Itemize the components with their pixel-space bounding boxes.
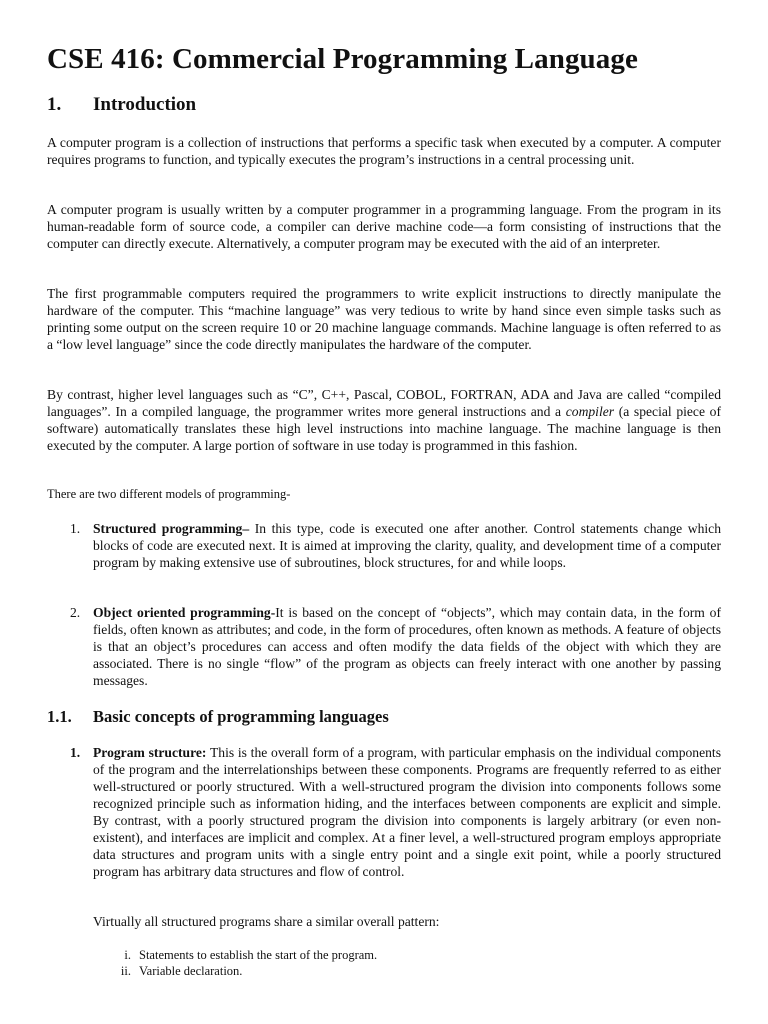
section-heading-basic-concepts [47, 708, 389, 726]
roman-marker: ii. [120, 964, 131, 978]
paragraph-2: A computer program is usually written by a computer programmer in a programming language. From the program in its human-readable form of source code, a compiler can derive machine code—a form consisting of instructions that the computer can directly execute. Alternatively, a computer program may be executed with the aid of an interpreter. [47, 202, 721, 251]
pattern-intro: Virtually all structured programs share a similar overall pattern: [93, 914, 440, 929]
paragraph-5: There are two different models of programming- [47, 487, 291, 501]
list-term: Structured programming– [93, 521, 250, 536]
list-term: Object oriented programming- [93, 605, 276, 620]
roman-marker: i. [124, 948, 131, 962]
list-marker: 2. [70, 605, 81, 620]
list-text: This is the overall form of a program, with particular emphasis on the individual components of the program and the interrelationships between these components. Programs are frequently referred to as either well-structured or poorly structured. With a well-structured program the division into components follows some recognized principle such as information hiding, and the interfaces between components are explicit and simple. By contrast, with a poorly structured program the division into components is largely arbitrary (or even non-existent), and interfaces are implicit and complex. At a finer level, a well-structured program employs appropriate data structures and program units with a single entry point and a single exit point, while a poorly structured program has arbitrary data structures and flow of control. [93, 745, 721, 879]
list-item-structured-programming [47, 520, 721, 571]
paragraph-4-emphasis: compiler [565, 404, 615, 419]
section-number: 1.1. [47, 707, 72, 726]
paragraph-1: A computer program is a collection of instructions that performs a specific task when executed by a computer. A computer requires programs to function, and typically executes the program’s instructions in a central processing unit. [47, 135, 721, 167]
section-number: 1. [47, 94, 62, 115]
list-marker: 1. [70, 745, 81, 760]
paragraph-4-part-b: (a special piece of software) automatically translates these high level instructions into machine language. The machine language is then executed by the computer. A large portion of software in use today is programmed in this fashion. [47, 404, 721, 453]
section-title: Introduction [93, 94, 197, 115]
pattern-item [47, 947, 721, 963]
pattern-item-text: Statements to establish the start of the program. [139, 948, 378, 962]
list-term: Program structure: [93, 745, 207, 760]
paragraph-4-part-a: By contrast, higher level languages such as “C”, C++, Pascal, COBOL, FORTRAN, ADA and Java are called “compiled languages”. In a compiled language, the programmer writes more general instructions and a [47, 387, 721, 419]
list-text: It is based on the concept of “objects”, which may contain data, in the form of fields, often known as attributes; and code, in the form of procedures, often known as methods. A feature of objects is that an object’s procedures can access and often modify the data fields of the object with which they are associated. There is no single “flow” of the program as objects can freely interact with one another by passing messages. [93, 605, 721, 688]
list-marker: 1. [70, 521, 81, 536]
section-heading-introduction [47, 95, 196, 116]
document-title: CSE 416: Commercial Programming Language [47, 43, 638, 75]
list-text: In this type, code is executed one after another. Control statements change which blocks of code are executed next. It is aimed at improving the clarity, quality, and development time of a computer program by making extensive use of subroutines, block structures, for and while loops. [93, 521, 722, 570]
paragraph-3: The first programmable computers required the programmers to write explicit instructions to directly manipulate the hardware of the computer. This “machine language” was very tedious to write by hand since even simple tasks such as printing some output on the screen require 10 or 20 machine language commands. Machine language is often referred to as a “low level language” since the code directly manipulates the hardware of the computer. [47, 286, 721, 352]
section-title: Basic concepts of programming languages [93, 707, 389, 726]
pattern-item-text: Variable declaration. [139, 964, 243, 978]
list-item-object-oriented-programming [47, 604, 721, 689]
pattern-item [47, 963, 721, 979]
list-item-program-structure [47, 744, 721, 880]
paragraph-4 [47, 386, 721, 454]
